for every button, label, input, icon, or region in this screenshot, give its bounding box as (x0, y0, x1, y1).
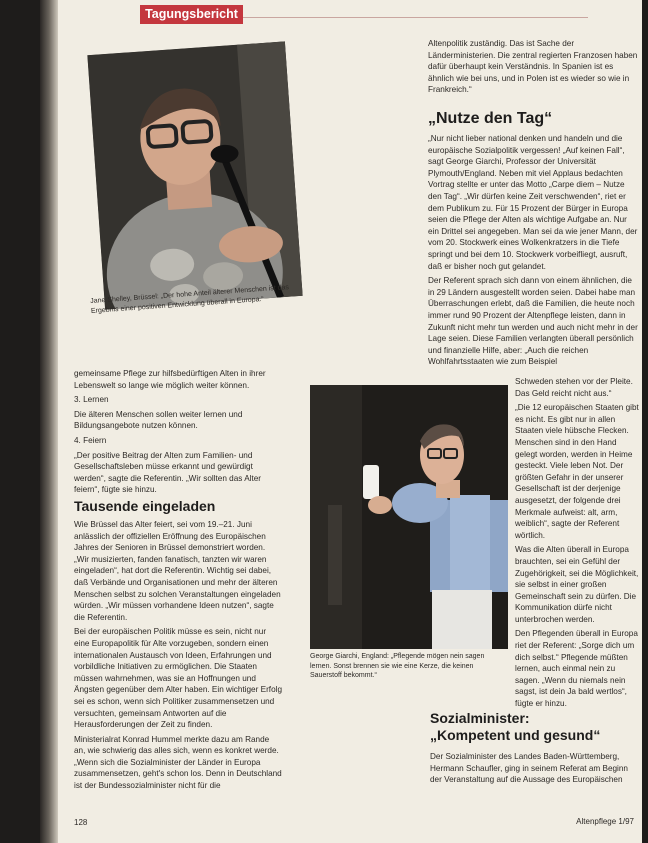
photo-caption-man-text: George Giarchi, England: „Pflegende mögen nein sagen lernen. Sonst brennen sie wie eine Kerze, die keinen Sauerstoff bekommt.“ (310, 653, 485, 679)
paragraph: gemeinsame Pflege zur hilfsbedürftigen Alten in ihrer Lebenswelt so lange wie möglich weiter können. (74, 369, 266, 390)
heading-line: Sozialminister: (430, 710, 530, 726)
paragraph: Schweden stehen vor der Pleite. Das Geld reicht nicht aus.“ (515, 377, 633, 398)
speaker-photo-man (310, 385, 508, 649)
section-rule (243, 17, 588, 18)
section-label-text: Tagungsbericht (145, 7, 238, 21)
paragraph: Bei der europäischen Politik müsse es sein, nicht nur eine Europapolitik für Alte vorzugeben, sondern einen internationalen Austausch von Ideen, Erfahrungen und vorbildliche Initiativen zu ermöglichen. Die Staaten müssen wahrnehmen, was sie an Hoffnungen und Ängsten gegenüber dem Alter haben. Ein wichtiger Erfolg sei es schon, wenn sich Politiker zusammensetzen und versuchten, gemeinsam Antworten auf die Herausforderungen der Zeit zu finden. (74, 627, 283, 730)
paragraph: „Der positive Beitrag der Alten zum Familien- und Gesellschaftsleben müsse erkannt und gewürdigt werden“, sagte die Referentin. „Wir sollten das Alter feiern“, fügte sie hinzu. (74, 450, 262, 495)
paragraph: Altenpolitik zuständig. Das ist Sache der Länderministerien. Die zentral regierten Franzosen haben dafür überhaupt kein Verständnis. In Spanien ist es ähnlich wie bei uns, und in Polen ist es wieder so wie in Frankreich.“ (428, 39, 638, 95)
list-heading: 3. Lernen (74, 395, 109, 405)
left-column-lower (74, 519, 282, 795)
heading-line: „Kompetent und gesund“ (430, 727, 601, 743)
speaker-photo-man-image (310, 385, 508, 649)
paragraph: „Nur nicht lieber national denken und handeln und die europäische Sozialpolitik vergessen! „Auf keinen Fall“, sagt George Giarchi, Professor der Universität Plymouth/England. Neben mit viel Applaus bedachten Vortrag stellte er unter das Motto „Carpe diem – Nutze den Tag“. „Wir dürfen keine Zeit verschwenden“, riet er dem Publikum zu. Für 15 Prozent der Bürger in Europa seien die Pflege der Alten als wichtige Aufgabe an. Nur ein Drittel sei angegeben. Man sei da wie jener Mann, der vom 20. Stockwerk eines Wolkenkratzers in die Tiefe springt und bei dem 10. Stockwerk vorbeifliegt, ausruft, daß er bisher noch gut gelandet. (428, 134, 638, 271)
paragraph: Wie Brüssel das Alter feiert, sei vom 19.–21. Juni anlässlich der offiziellen Eröffnung des Europäischen Jahres der Senioren in Brüssel demonstriert worden. „Wir musizierten, fanden fanatisch, tanzten wir waren eingeladen“, hat dort die Referentin. Wichtig sei dabei, daß Verbände und Organisationen und mehr der älteren Menschen selbst zu solchen Veranstaltungen eingeladen würden. „Wir müssen vorhandene Ideen nutzen“, sagte die Referentin. (74, 520, 281, 622)
paragraph: Der Sozialminister des Landes Baden-Württemberg, Hermann Schaufler, ging in seinem Referat am Beginn der Veranstaltung auf die Aussage des Europäischen (430, 752, 628, 785)
right-column-bottom (430, 751, 640, 789)
heading-nutze-den-tag: „Nutze den Tag“ (428, 110, 553, 127)
photo-caption-man (310, 652, 506, 681)
paragraph: Die älteren Menschen sollen weiter lernen und Bildungsangebote nutzen können. (74, 409, 243, 431)
photo-caption-woman-text: Jane Shelley, Brüssel: „Der hohe Anteil älterer Menschen ist das Ergebnis einer positiven Entwicklung überall in Europa.“ (90, 284, 290, 315)
right-column-middle (428, 133, 640, 371)
paragraph: „Die 12 europäischen Staaten gibt es nicht. Es gibt nur in allen Staaten viele hübsche Flecken. Menschen sind in den Hand gelegt worden, werden in Heime gesteckt. Viele leben Not. Der größten Gefahr in der unserer Gesellschaft ist der derjenige ausgesetzt, der folgende drei Merkmale aufweist: alt, arm, weiblich“, sagte der Referent wörtlich. (515, 403, 639, 540)
magazine-issue: Altenpflege 1/97 (576, 817, 634, 826)
magazine-page (58, 0, 642, 843)
page-number: 128 (74, 818, 88, 827)
list-heading: 4. Feiern (74, 435, 107, 445)
paragraph: Was die Alten überall in Europa brauchten, sei ein Gefühl der Zugehörigkeit, sei die Möglichkeit, sie selbst in einer großen Gemeinschaft sein zu dürfen. Die Kommunikation dürfe nicht unterbrochen werden. (515, 545, 639, 624)
heading-sozialminister (430, 710, 600, 744)
paragraph: Ministerialrat Konrad Hummel merkte dazu am Rande an, wie schwierig das alles sich, wenn es konkret werde. „Wenn sich die Sozialminister der Länder in Europa zusammensetzen, geht's schon los. Denn in Deutschland ist der Bundessozialminister nicht für die (74, 734, 282, 791)
magazine-spine (40, 0, 58, 843)
speaker-photo-woman (87, 41, 302, 309)
right-column-narrow (515, 376, 640, 713)
right-column-top (428, 38, 638, 99)
paragraph: Den Pflegenden überall in Europa riet der Referent: „Sorge dich um dich selbst.“ Pflegende müßten lernen, auch einmal nein zu sagen. „Wenn du niemals nein sagst, ist dein Ja bald wertlos“, fügte er hinzu. (515, 629, 638, 709)
heading-tausende-eingeladen: Tausende eingeladen (74, 498, 216, 514)
paragraph: Der Referent sprach sich dann von einem ähnlichen, die in 29 Ländern ausgestellt worden seien. Dabei habe man Überraschungen erlebt, daß die Familien, die heute noch immer rund 90 Prozent der Altenpflege leisten, dann in Zukunft nicht mehr tun werden und auch nicht mehr in der Lage seien. Diese Familien verlangten überall persönlich und finanzielle Hilfe, aber: „Auch die reichen Wohlfahrtsstaaten wie zum Beispiel (428, 276, 638, 367)
section-label (140, 5, 243, 24)
speaker-photo-woman-image (87, 41, 302, 309)
left-column-upper (74, 368, 282, 499)
